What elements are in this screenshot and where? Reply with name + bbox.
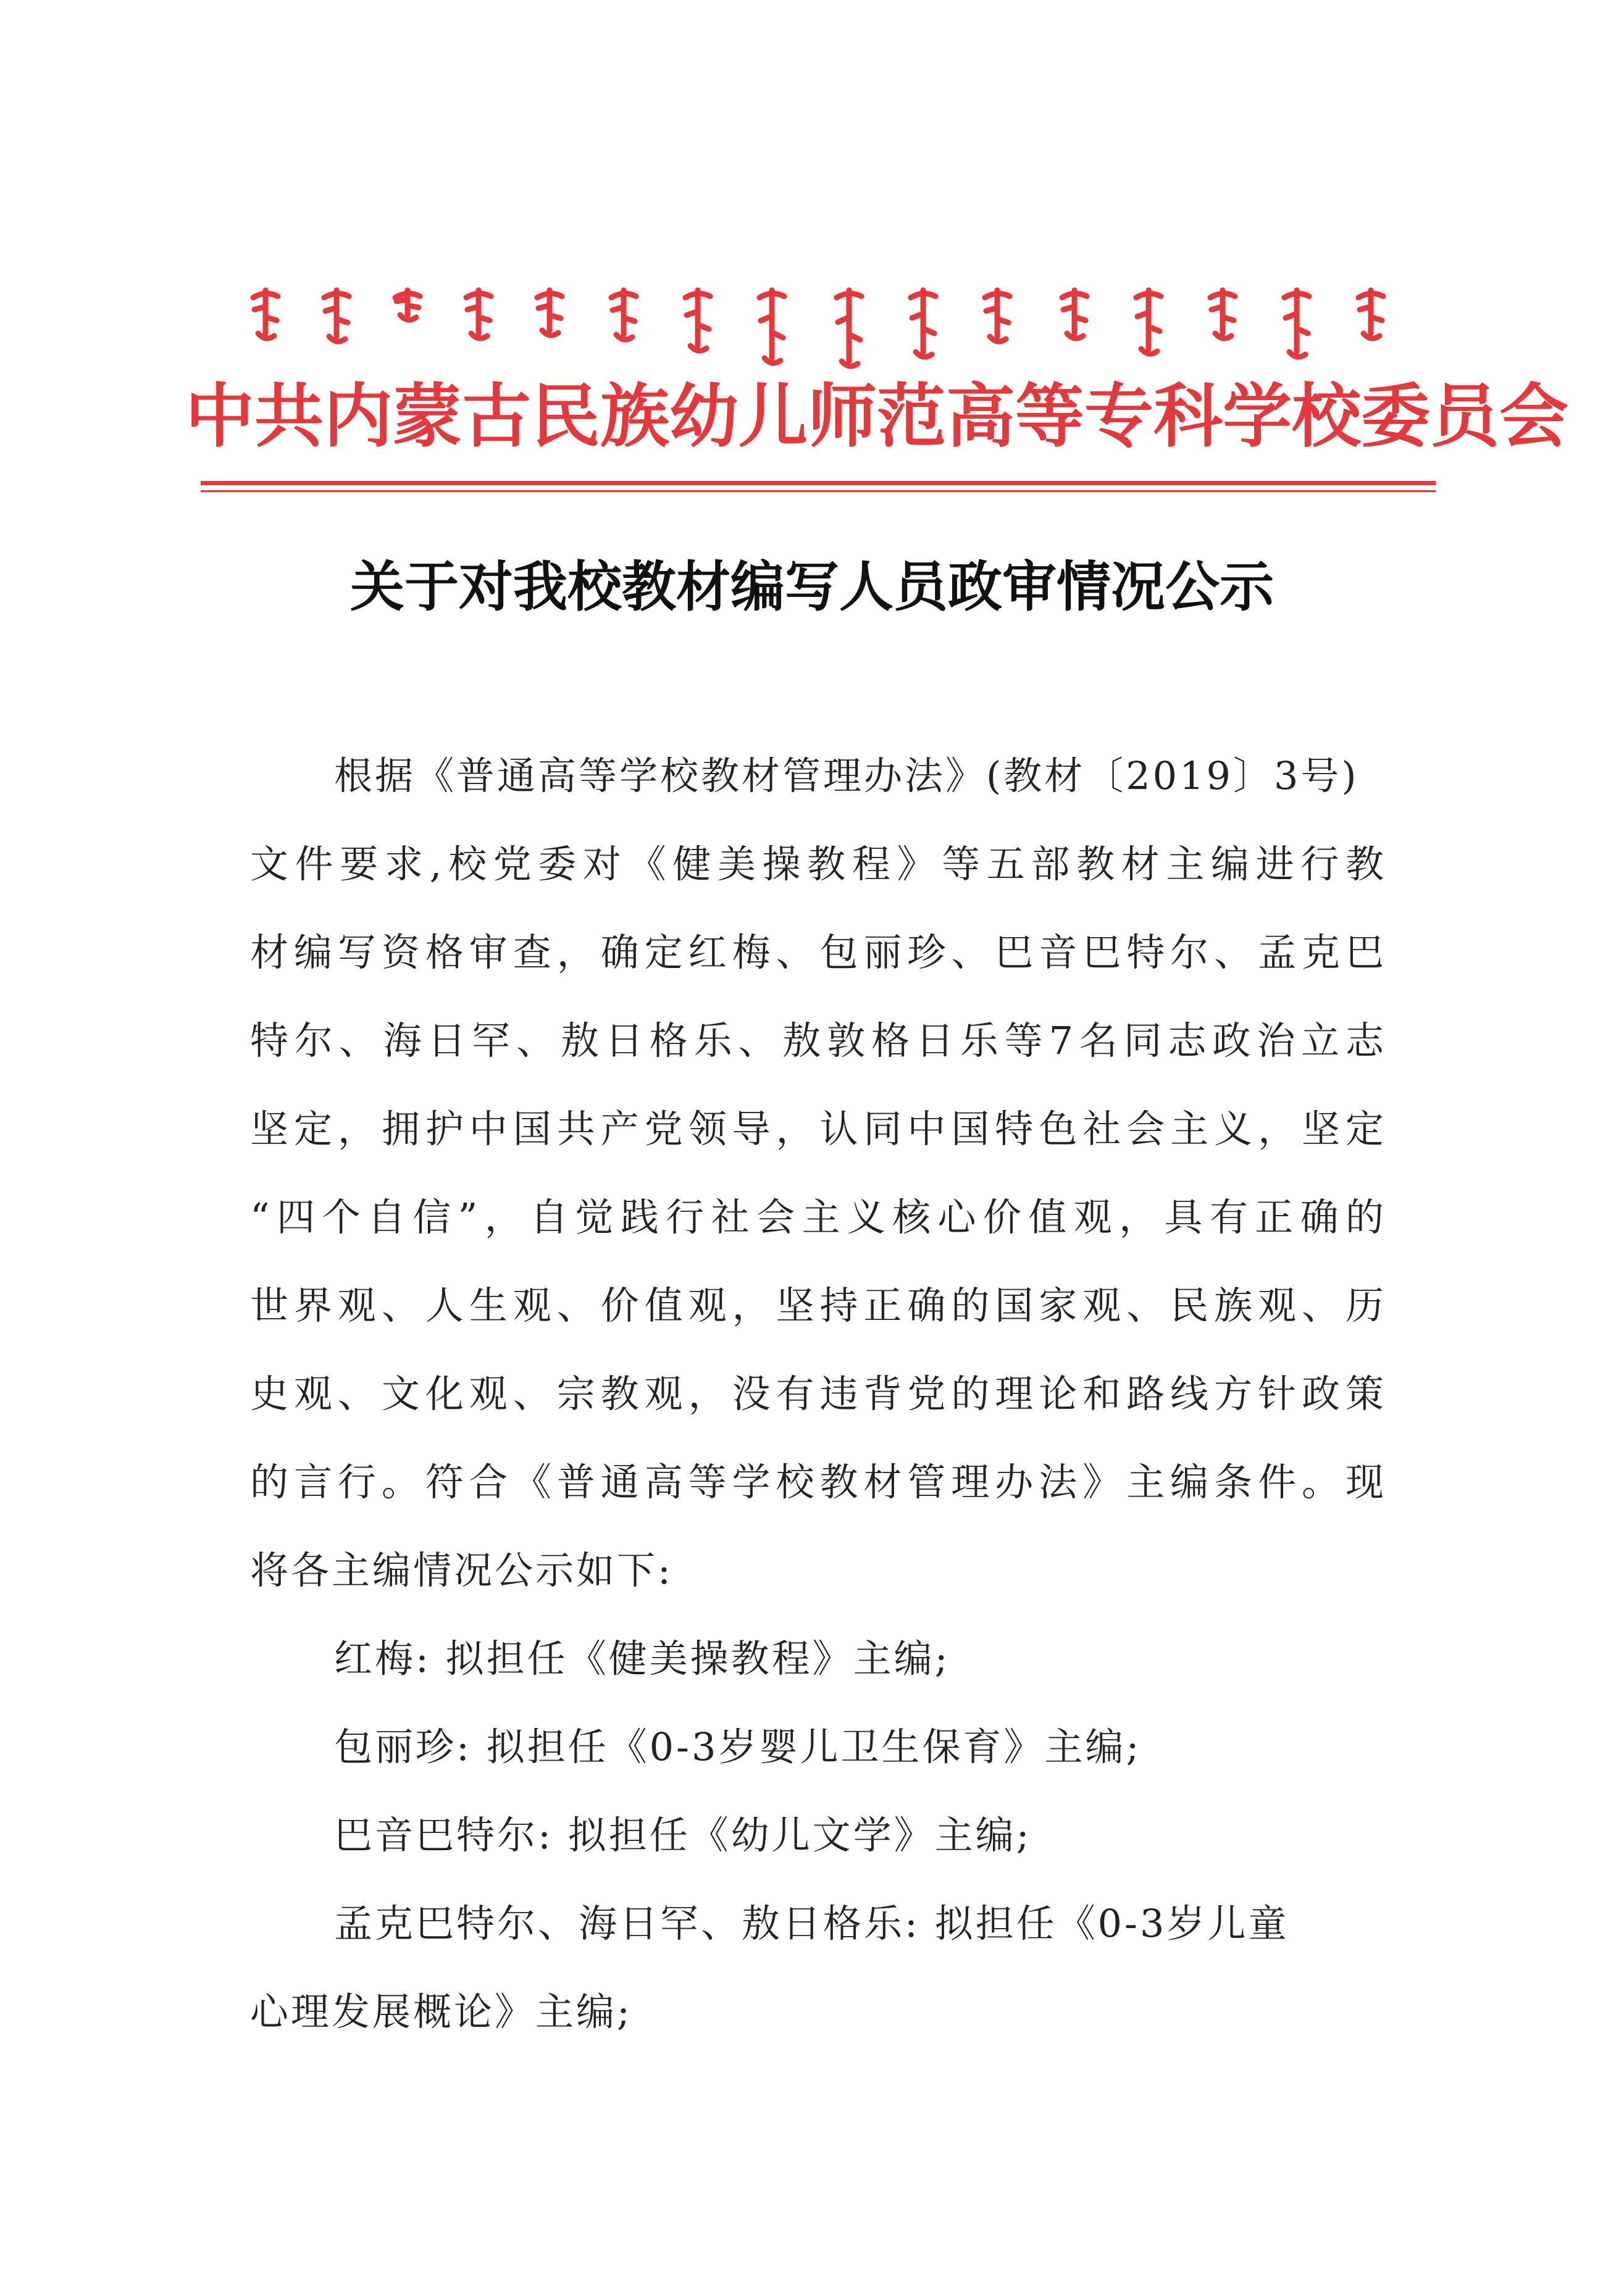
body-line: “四个自信”，自觉践行社会主义核心价值观，具有正确的 bbox=[250, 1195, 1386, 1240]
body-line: 材编写资格审查，确定红梅、包丽珍、巴音巴特尔、孟克巴 bbox=[250, 930, 1386, 975]
mongolian-script-heading bbox=[235, 272, 1414, 370]
document-body bbox=[250, 732, 1386, 2056]
mongolian-glyph bbox=[760, 290, 784, 363]
mongolian-glyph bbox=[1210, 290, 1235, 338]
body-line: 史观、文化观、宗教观，没有违背党的理论和路线方针政策 bbox=[250, 1371, 1386, 1416]
mongolian-glyph bbox=[537, 290, 562, 335]
body-line: 世界观、人生观、价值观，坚持正确的国家观、民族观、历 bbox=[250, 1283, 1386, 1328]
mongolian-glyph bbox=[611, 290, 636, 340]
mongolian-glyph bbox=[324, 290, 349, 341]
mongolian-glyph bbox=[253, 290, 278, 338]
body-line: 根据《普通高等学校教材管理办法》(教材〔2019〕3号) bbox=[334, 753, 1359, 798]
document-title: 关于对我校教材编写人员政审情况公示 bbox=[349, 554, 1274, 619]
mongolian-glyph bbox=[1284, 290, 1309, 357]
mongolian-glyph bbox=[685, 290, 710, 351]
mongolian-glyph bbox=[395, 290, 420, 320]
body-line: 心理发展概论》主编; bbox=[250, 1989, 632, 2034]
body-line: 的言行。符合《普通高等学校教材管理办法》主编条件。现 bbox=[250, 1459, 1386, 1505]
organization-name: 中共内蒙古民族幼儿师范高等专科学校委员会 bbox=[185, 376, 1568, 457]
header-divider-thick bbox=[201, 481, 1436, 485]
body-line: 将各主编情况公示如下: bbox=[250, 1548, 673, 1593]
mongolian-glyph bbox=[911, 290, 935, 357]
body-line: 巴音巴特尔: 拟担任《幼儿文学》主编; bbox=[334, 1813, 1032, 1858]
mongolian-glyph bbox=[1062, 290, 1087, 338]
mongolian-glyph bbox=[985, 290, 1010, 341]
body-line: 孟克巴特尔、海日罕、敖日格乐: 拟担任《0-3岁儿童 bbox=[334, 1901, 1289, 1946]
body-line: 坚定，拥护中国共产党领导，认同中国特色社会主义，坚定 bbox=[250, 1106, 1386, 1151]
header-divider-thin bbox=[201, 490, 1436, 492]
mongolian-glyph bbox=[1358, 290, 1383, 338]
mongolian-glyph bbox=[466, 290, 491, 338]
mongolian-glyph bbox=[837, 290, 861, 366]
body-line: 红梅: 拟担任《健美操教程》主编; bbox=[334, 1636, 950, 1681]
body-line: 文件要求,校党委对《健美操教程》等五部教材主编进行教 bbox=[250, 841, 1386, 887]
body-line: 包丽珍: 拟担任《0-3岁婴儿卫生保育》主编; bbox=[334, 1724, 1142, 1769]
mongolian-glyph bbox=[1136, 290, 1161, 354]
body-line: 特尔、海日罕、敖日格乐、敖敦格日乐等7名同志政治立志 bbox=[250, 1018, 1386, 1063]
